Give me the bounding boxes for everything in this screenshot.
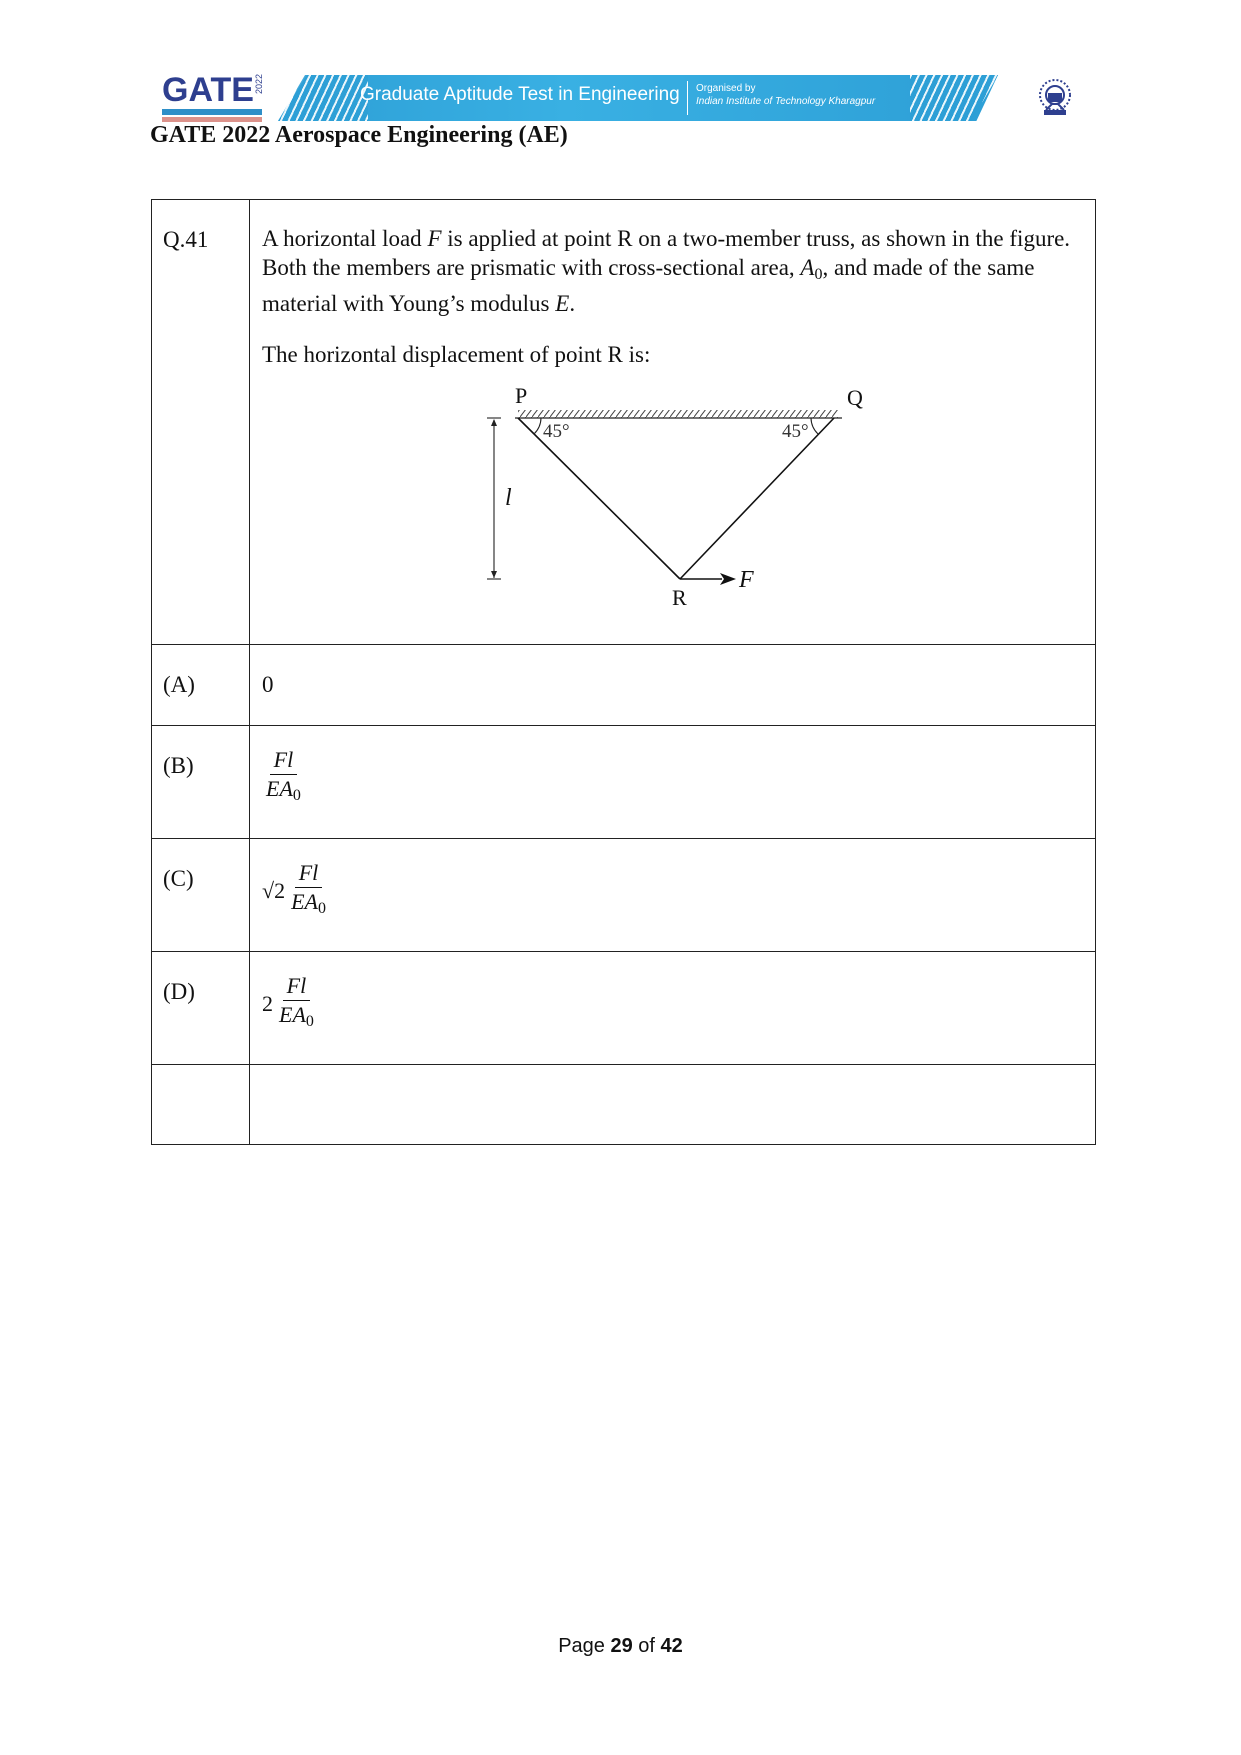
force-arrow-head (720, 573, 736, 585)
page-header (150, 72, 1080, 124)
angle-arc-right (811, 418, 818, 434)
iit-emblem-icon (1032, 74, 1078, 120)
option-label: (D) (152, 952, 250, 1065)
organised-by-label: Organised by (696, 83, 756, 94)
option-row-d (152, 952, 1096, 1065)
option-value: 2 $\frac{Fl}{EA_0}$ (250, 952, 1096, 1065)
angle-label-left: 45° (543, 421, 570, 442)
option-row-a (152, 645, 1096, 726)
truss-diagram (262, 369, 1062, 614)
option-row-c (152, 839, 1096, 952)
option-value: √2 $\frac{Fl}{EA_0}$ (250, 839, 1096, 952)
truss-figure (262, 369, 1062, 614)
question-prompt: The horizontal displacement of point R is: (262, 342, 651, 367)
label-F: F (739, 567, 754, 593)
question-table (151, 199, 1096, 1145)
banner-organiser (696, 82, 875, 108)
gate-logo-strip (162, 109, 262, 115)
option-label: (A) (152, 645, 250, 726)
fraction: $\frac{Fl}{EA_0}$ (291, 860, 326, 917)
label-R: R (672, 585, 687, 610)
gate-logo-text: GATE (162, 71, 254, 109)
label-Q: Q (847, 385, 863, 410)
banner-title: Graduate Aptitude Test in Engineering (360, 84, 680, 105)
option-label: (B) (152, 726, 250, 839)
angle-label-right: 45° (782, 421, 809, 442)
angle-arc-left (534, 418, 541, 434)
banner-stripes-right (910, 75, 998, 121)
question-body (250, 200, 1096, 645)
document-title: GATE 2022 Aerospace Engineering (AE) (150, 122, 568, 148)
label-l: l (505, 485, 512, 511)
label-P: P (515, 383, 528, 408)
option-value: 0 (250, 645, 1096, 726)
page-footer: Page 29 of 42 (558, 1635, 683, 1657)
fraction: $\frac{Fl}{EA_0}$ (266, 747, 301, 804)
dim-arrow-top (491, 419, 497, 426)
gate-logo (162, 72, 272, 124)
empty-row (152, 1065, 1096, 1145)
banner-divider (687, 81, 688, 115)
question-text: A horizontal load F is applied at point R on a two-member truss, as shown in the figure. Both the members are prismatic with cross-sectional area, $A_0$, and made of the same material with Young’s modulus E. (262, 226, 1071, 316)
dim-arrow-bottom (491, 571, 497, 578)
member-QR (680, 418, 834, 579)
fraction: $\frac{Fl}{EA_0}$ (279, 973, 314, 1030)
question-number: Q.41 (152, 200, 250, 645)
page-total: 42 (660, 1635, 683, 1657)
banner-stripes-left (278, 75, 368, 121)
option-label: (C) (152, 839, 250, 952)
option-row-b (152, 726, 1096, 839)
page-number: 29 (610, 1635, 633, 1657)
option-value (250, 726, 1096, 839)
support-hatch (518, 410, 838, 418)
organiser-name: Indian Institute of Technology Kharagpur (696, 96, 876, 107)
member-PR (518, 418, 680, 579)
question-row (152, 200, 1096, 645)
gate-logo-year: 2022 (254, 74, 264, 95)
